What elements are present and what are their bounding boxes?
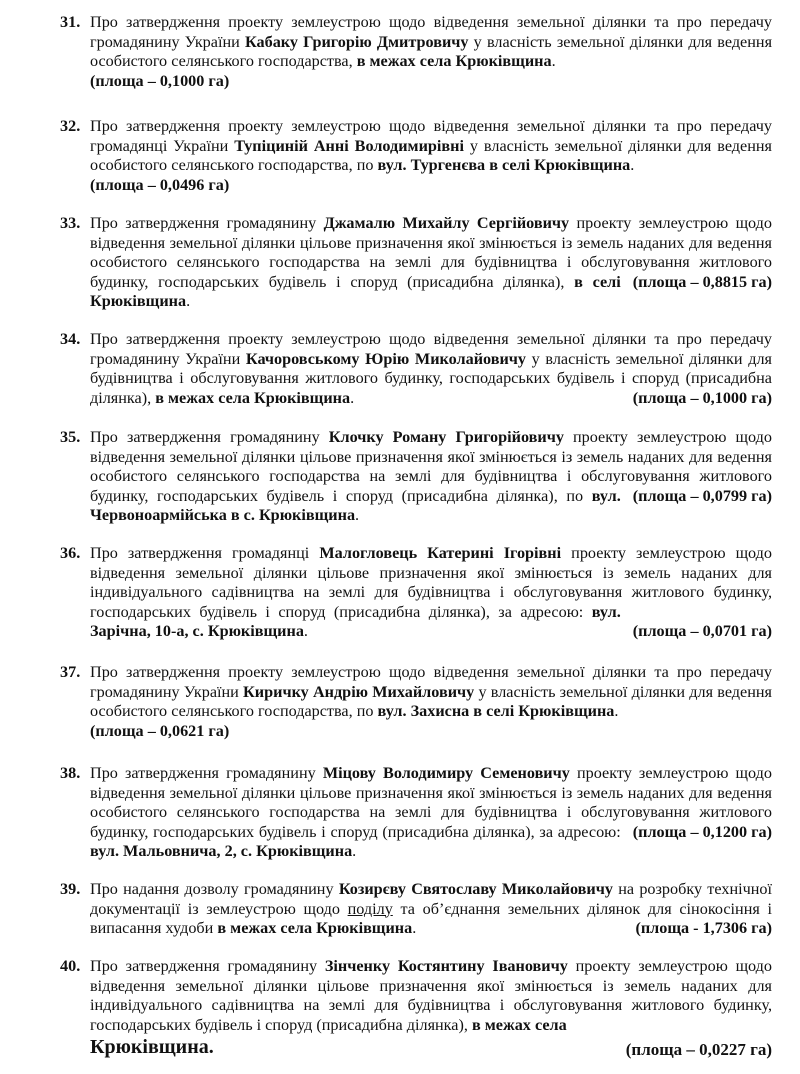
person-name: Малогловець Катерині Ігорівні [319,544,562,562]
area-value: (площа – 0,1000 га) [632,388,772,407]
area-value: (площа – 0,8815 га) [632,272,772,291]
item-number: 33. [60,214,81,232]
location: вул. Тургенєва в селі Крюківщина [377,156,631,175]
item-text [90,663,772,741]
item-number: 38. [60,764,81,782]
location: Крюківщина. [90,1036,214,1059]
item-text-part: у власність земельної ділянки для будівництва і обслуговування житлового будинку, господарських будівель і споруд (присадибна ділянка), [90,349,772,407]
item-text-part: Про затвердження громадянину [90,957,325,975]
location: вул. Зарічна, 10-а, с. Крюківщина [90,602,621,641]
area-value: (площа – 0,0799 га) [632,486,772,505]
underlined-word: поділу [347,899,393,918]
item-text-part: проекту землеустрою щодо відведення земельної ділянки цільове призначення якої змінюється із земель наданих для ведення особистого селянського господарства на землі для будівництва і обслуговування житлового будинку, господарських будівель і споруд (присадибна ділянка), за адресою: [90,764,772,841]
area-value: (площа – 0,1000 га) [90,71,230,90]
person-name: Качоровському Юрію Миколайовичу [245,349,527,368]
item-text [90,117,772,195]
person-name: Клочку Роману Григорійовичу [328,428,564,446]
location: вул. Червоноармійська в с. Крюківщина [90,486,621,525]
area-value: (площа – 0,0701 га) [632,622,772,641]
person-name: Кабаку Григорію Дмитровичу [244,32,469,51]
item-text [90,544,772,642]
item-text-part: Про затвердження громадянці [90,544,320,562]
area-value: (площа – 0,1200 га) [632,822,772,841]
item-text [90,214,772,312]
item-text [90,428,772,526]
item-text-part: у власність земельної ділянки для ведення особистого селянського господарства, по [90,682,772,721]
person-name: Тупіциній Анні Володимирівні [234,136,464,155]
item-text-part: . [350,388,355,407]
item-text-part: . [551,52,556,71]
item-text-part: . [412,919,417,938]
item-text-part: . [186,292,191,311]
area-value: (площа – 0,0496 га) [90,175,230,194]
item-text [90,957,772,1059]
item-text-part: . [303,622,308,641]
item-text-part: . [630,156,635,175]
item-number: 37. [60,663,81,681]
location: вул. Мальовнича, 2, с. Крюківщина [90,842,353,861]
item-number: 40. [60,957,81,975]
list-item [60,957,772,1060]
person-name: Джамалю Михайлу Сергійовичу [323,214,570,232]
person-name: Міцову Володимиру Семеновичу [322,764,570,782]
item-number: 36. [60,544,81,562]
list-item [60,330,772,408]
item-text-part: Про затвердження проекту землеустрою щодо відведення земельної ділянки та про передачу громадянину України [90,13,772,51]
item-text-part: та об’єднання земельних ділянок для сінокосіння і випасання худоби [90,899,772,938]
item-text [90,880,772,939]
item-text [90,764,772,862]
location: в межах села [471,1015,567,1034]
item-text-part: проекту землеустрою щодо відведення земельної ділянки цільове призначення якої змінюється із земель наданих для ведення особистого селянського господарства на землі для будівництва і обслуговування житлового будинку, господарських будівель і споруд (присадибна ділянка), [90,214,772,291]
item-number: 35. [60,428,81,446]
item-number: 32. [60,117,81,135]
item-text-part: Про затвердження проекту землеустрою щодо відведення земельної ділянки та про передачу громадянці України [90,117,772,155]
item-text-part: Про надання дозволу громадянину [90,880,339,898]
item-text-part: Про затвердження проекту землеустрою щодо відведення земельної ділянки та про передачу громадянину України [90,330,772,368]
location: в межах села Крюківщина [155,388,351,407]
list-item [60,117,772,195]
location: в селі Крюківщина [90,272,621,311]
area-value: (площа – 0,0621 га) [90,721,230,740]
item-text-part: проекту землеустрою щодо відведення земельної ділянки цільове призначення якої змінюється із земель наданих для індивідуального садівництва на землі для будівництва і обслуговування житлового будинку, господарських будівель і споруд (присадибна ділянка), [90,957,772,1034]
item-text-part: Про затвердження громадянину [90,764,323,782]
item-text-part: у власність земельної ділянки для ведення особистого селянського господарства, по [90,136,772,175]
list-item [60,663,772,741]
area-value: (площа – 0,0227 га) [625,1040,772,1060]
item-number: 31. [60,13,81,31]
person-name: Киричку Андрію Михайловичу [243,682,475,701]
list-item [60,13,772,91]
person-name: Козирєву Святославу Миколайовичу [338,880,613,898]
item-text-part: на розробку технічної документації із землеустрою щодо [90,880,773,918]
person-name: Зінченку Костянтину Івановичу [324,957,568,975]
location: в межах села Крюківщина [356,52,552,71]
item-number: 34. [60,330,81,348]
list-item [60,764,772,862]
item-text-part: . [614,702,619,721]
list-item [60,214,772,312]
location: вул. Захисна в селі Крюківщина [377,702,615,721]
list-item [60,880,772,939]
list-item [60,544,772,642]
item-number: 39. [60,880,81,898]
item-text [90,13,772,91]
item-text-part: проекту землеустрою щодо відведення земельної ділянки цільове призначення якої змінюється із земель наданих для індивідуального садівництва на землі для будівництва і обслуговування житлового будинку, господарських будівель і споруд (присадибна ділянка), за адресою: [90,544,773,621]
item-text-part: . [355,506,360,525]
last-line [90,1038,772,1059]
area-value: (площа - 1,7306 га) [635,919,772,938]
item-text-part: . [352,842,357,861]
item-text-part: у власність земельної ділянки для ведення особистого селянського господарства, [90,32,773,71]
item-text-part: Про затвердження проекту землеустрою щодо відведення земельної ділянки та про передачу громадянину України [90,663,772,701]
item-text [90,330,772,408]
list-item [60,428,772,526]
item-text-part: проекту землеустрою щодо відведення земельної ділянки цільове призначення якої змінюється із земель наданих для ведення особистого селянського господарства на землі для будівництва і обслуговування житлового будинку, господарських будівель і споруд (присадибна ділянка), по [90,428,772,505]
location: в межах села Крюківщина [217,919,413,938]
item-text-part: Про затвердження громадянину [90,428,329,446]
item-text-part: Про затвердження громадянину [90,214,324,232]
